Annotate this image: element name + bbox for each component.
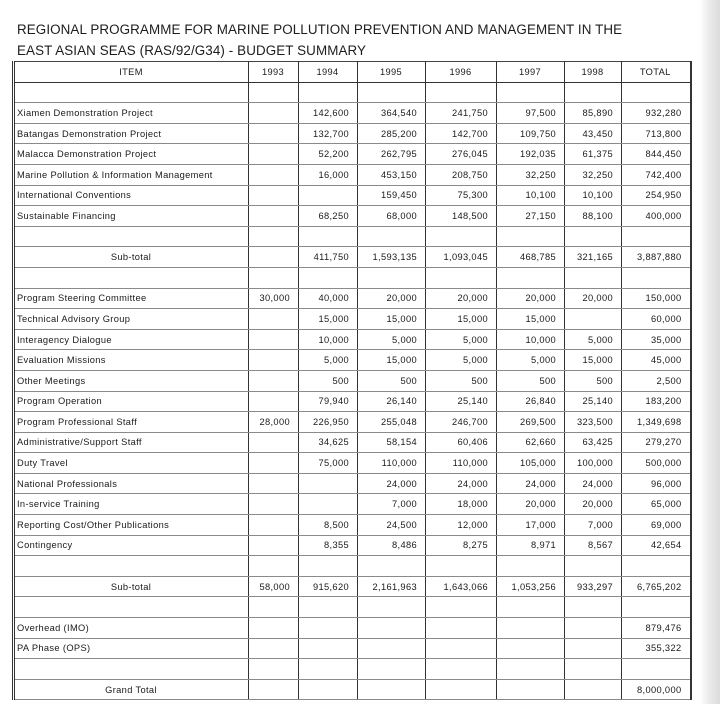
- cell-1997: 62,660: [497, 432, 565, 453]
- cell-1994: [299, 82, 358, 103]
- cell-1996: 15,000: [426, 309, 497, 330]
- cell-1997: 269,500: [497, 412, 565, 433]
- cell-1996: 60,406: [426, 432, 497, 453]
- cell-item: Overhead (IMO): [14, 618, 249, 639]
- cell-total: 150,000: [622, 288, 691, 309]
- cell-1993: [249, 164, 299, 185]
- cell-1998: 7,000: [565, 515, 622, 536]
- cell-1994: [299, 556, 358, 577]
- cell-1998: 61,375: [565, 144, 622, 165]
- cell-1997: 105,000: [497, 453, 565, 474]
- cell-1995: [358, 597, 426, 618]
- cell-total: 844,450: [622, 144, 691, 165]
- cell-1998: 24,000: [565, 473, 622, 494]
- cell-1997: 20,000: [497, 494, 565, 515]
- cell-1997: 20,000: [497, 288, 565, 309]
- cell-1998: 321,165: [565, 247, 622, 268]
- blank-row: [14, 556, 691, 577]
- cell-1993: [249, 123, 299, 144]
- cell-1993: [249, 309, 299, 330]
- cell-1994: 411,750: [299, 247, 358, 268]
- cell-1995: 24,500: [358, 515, 426, 536]
- cell-total: 45,000: [622, 350, 691, 371]
- cell-1998: [565, 309, 622, 330]
- cell-1997: 97,500: [497, 103, 565, 124]
- cell-1993: [249, 226, 299, 247]
- cell-1998: 933,297: [565, 576, 622, 597]
- table-row: [14, 329, 691, 350]
- cell-total: 500,000: [622, 453, 691, 474]
- cell-1995: 26,140: [358, 391, 426, 412]
- table-row: [14, 206, 691, 227]
- cell-1996: 1,643,066: [426, 576, 497, 597]
- cell-1997: [497, 597, 565, 618]
- page-edge-shadow: [700, 0, 720, 704]
- budget-summary-table: [12, 61, 692, 700]
- table-row: [14, 144, 691, 165]
- subtotal-row: [14, 679, 691, 700]
- cell-1996: 25,140: [426, 391, 497, 412]
- cell-total: 6,765,202: [622, 576, 691, 597]
- cell-total: 400,000: [622, 206, 691, 227]
- cell-1994: [299, 679, 358, 700]
- cell-1997: 27,150: [497, 206, 565, 227]
- cell-1994: 8,500: [299, 515, 358, 536]
- cell-1994: 500: [299, 370, 358, 391]
- cell-1997: 8,971: [497, 535, 565, 556]
- cell-1998: 500: [565, 370, 622, 391]
- cell-1996: 5,000: [426, 329, 497, 350]
- cell-item: Technical Advisory Group: [14, 309, 249, 330]
- cell-1996: [426, 679, 497, 700]
- cell-1993: 28,000: [249, 412, 299, 433]
- cell-1994: 52,200: [299, 144, 358, 165]
- cell-1997: 32,250: [497, 164, 565, 185]
- header-1996: 1996: [426, 62, 497, 83]
- cell-1993: [249, 350, 299, 371]
- cell-1995: 453,150: [358, 164, 426, 185]
- cell-1996: 18,000: [426, 494, 497, 515]
- cell-1994: 8,355: [299, 535, 358, 556]
- cell-item: [14, 226, 249, 247]
- cell-1993: [249, 535, 299, 556]
- cell-1998: 43,450: [565, 123, 622, 144]
- cell-total: 3,887,880: [622, 247, 691, 268]
- cell-total: [622, 597, 691, 618]
- cell-1996: [426, 618, 497, 639]
- table-row: [14, 412, 691, 433]
- cell-item: Sustainable Financing: [14, 206, 249, 227]
- cell-item: [14, 267, 249, 288]
- cell-1995: 159,450: [358, 185, 426, 206]
- cell-1995: 15,000: [358, 309, 426, 330]
- cell-1995: 58,154: [358, 432, 426, 453]
- header-1998: 1998: [565, 62, 622, 83]
- table-row: [14, 494, 691, 515]
- cell-1993: [249, 185, 299, 206]
- cell-1993: [249, 473, 299, 494]
- cell-1993: [249, 659, 299, 680]
- cell-item: Program Professional Staff: [14, 412, 249, 433]
- blank-row: [14, 597, 691, 618]
- cell-item: Sub-total: [14, 576, 249, 597]
- cell-1996: 24,000: [426, 473, 497, 494]
- cell-1993: [249, 82, 299, 103]
- cell-1993: [249, 494, 299, 515]
- cell-1998: [565, 638, 622, 659]
- cell-total: 355,322: [622, 638, 691, 659]
- cell-1993: [249, 144, 299, 165]
- cell-1994: [299, 185, 358, 206]
- cell-1998: [565, 679, 622, 700]
- cell-item: Xiamen Demonstration Project: [14, 103, 249, 124]
- subtotal-row: [14, 576, 691, 597]
- cell-1994: [299, 267, 358, 288]
- header-1997: 1997: [497, 62, 565, 83]
- table-row: [14, 535, 691, 556]
- cell-1995: [358, 659, 426, 680]
- cell-1998: 32,250: [565, 164, 622, 185]
- cell-1997: 24,000: [497, 473, 565, 494]
- cell-1994: 915,620: [299, 576, 358, 597]
- cell-item: Marine Pollution & Information Management: [14, 164, 249, 185]
- cell-1994: 68,250: [299, 206, 358, 227]
- cell-total: 69,000: [622, 515, 691, 536]
- cell-1993: [249, 370, 299, 391]
- cell-1993: [249, 432, 299, 453]
- table-row: [14, 432, 691, 453]
- document-title: [17, 20, 707, 61]
- cell-1995: 2,161,963: [358, 576, 426, 597]
- cell-total: 96,000: [622, 473, 691, 494]
- cell-item: International Conventions: [14, 185, 249, 206]
- cell-total: 932,280: [622, 103, 691, 124]
- cell-1997: 468,785: [497, 247, 565, 268]
- header-item: ITEM: [14, 62, 249, 83]
- cell-1993: [249, 206, 299, 227]
- cell-1995: 364,540: [358, 103, 426, 124]
- cell-1995: 110,000: [358, 453, 426, 474]
- cell-1995: [358, 226, 426, 247]
- cell-total: 42,654: [622, 535, 691, 556]
- cell-1994: [299, 659, 358, 680]
- cell-1996: [426, 226, 497, 247]
- cell-item: In-service Training: [14, 494, 249, 515]
- cell-1996: 208,750: [426, 164, 497, 185]
- cell-item: Reporting Cost/Other Publications: [14, 515, 249, 536]
- cell-1997: 10,000: [497, 329, 565, 350]
- cell-item: Program Operation: [14, 391, 249, 412]
- cell-1997: 15,000: [497, 309, 565, 330]
- cell-total: 8,000,000: [622, 679, 691, 700]
- table-row: [14, 453, 691, 474]
- table-row: [14, 618, 691, 639]
- cell-1998: 85,890: [565, 103, 622, 124]
- cell-1997: [497, 679, 565, 700]
- cell-1993: [249, 391, 299, 412]
- cell-item: Malacca Demonstration Project: [14, 144, 249, 165]
- cell-1994: 15,000: [299, 309, 358, 330]
- cell-1997: [497, 226, 565, 247]
- cell-1995: 262,795: [358, 144, 426, 165]
- cell-1995: 285,200: [358, 123, 426, 144]
- cell-total: [622, 82, 691, 103]
- table-row: [14, 391, 691, 412]
- cell-1995: [358, 267, 426, 288]
- cell-total: [622, 226, 691, 247]
- cell-1993: [249, 679, 299, 700]
- cell-1994: [299, 473, 358, 494]
- cell-item: [14, 82, 249, 103]
- cell-1997: [497, 638, 565, 659]
- table-row: [14, 515, 691, 536]
- cell-total: 713,800: [622, 123, 691, 144]
- cell-item: [14, 597, 249, 618]
- table-row: [14, 638, 691, 659]
- cell-1997: 192,035: [497, 144, 565, 165]
- cell-1998: 10,100: [565, 185, 622, 206]
- cell-1995: [358, 638, 426, 659]
- header-total: TOTAL: [622, 62, 691, 83]
- subtotal-row: [14, 247, 691, 268]
- cell-1996: [426, 597, 497, 618]
- cell-1996: 500: [426, 370, 497, 391]
- table-row: [14, 164, 691, 185]
- cell-1993: [249, 556, 299, 577]
- cell-1996: 276,045: [426, 144, 497, 165]
- cell-total: 60,000: [622, 309, 691, 330]
- cell-1997: 500: [497, 370, 565, 391]
- cell-item: National Professionals: [14, 473, 249, 494]
- cell-total: 183,200: [622, 391, 691, 412]
- cell-total: [622, 267, 691, 288]
- cell-1998: [565, 556, 622, 577]
- cell-item: [14, 556, 249, 577]
- cell-1998: [565, 226, 622, 247]
- cell-1997: 26,840: [497, 391, 565, 412]
- cell-1997: 5,000: [497, 350, 565, 371]
- cell-total: [622, 659, 691, 680]
- cell-1995: [358, 618, 426, 639]
- table-body: [14, 82, 691, 700]
- cell-1994: 142,600: [299, 103, 358, 124]
- blank-row: [14, 659, 691, 680]
- cell-item: PA Phase (OPS): [14, 638, 249, 659]
- cell-1994: 40,000: [299, 288, 358, 309]
- cell-1998: 5,000: [565, 329, 622, 350]
- cell-1995: [358, 556, 426, 577]
- cell-1997: 1,053,256: [497, 576, 565, 597]
- cell-1994: [299, 638, 358, 659]
- cell-1997: [497, 618, 565, 639]
- cell-1995: 255,048: [358, 412, 426, 433]
- cell-1995: [358, 679, 426, 700]
- title-line-2: EAST ASIAN SEAS (RAS/92/G34) - BUDGET SUMMARY: [17, 42, 367, 58]
- cell-1998: 8,567: [565, 535, 622, 556]
- cell-total: 1,349,698: [622, 412, 691, 433]
- cell-1996: [426, 659, 497, 680]
- cell-1994: [299, 618, 358, 639]
- cell-item: Evaluation Missions: [14, 350, 249, 371]
- cell-1995: 24,000: [358, 473, 426, 494]
- cell-1995: 1,593,135: [358, 247, 426, 268]
- cell-1994: [299, 597, 358, 618]
- header-1994: 1994: [299, 62, 358, 83]
- cell-1995: 68,000: [358, 206, 426, 227]
- blank-row: [14, 226, 691, 247]
- cell-1997: 17,000: [497, 515, 565, 536]
- cell-1996: 246,700: [426, 412, 497, 433]
- cell-1997: [497, 659, 565, 680]
- cell-total: 35,000: [622, 329, 691, 350]
- cell-1996: 75,300: [426, 185, 497, 206]
- table-row: [14, 123, 691, 144]
- blank-row: [14, 267, 691, 288]
- cell-1998: 100,000: [565, 453, 622, 474]
- table-row: [14, 370, 691, 391]
- table-header-row: [14, 62, 691, 83]
- table-row: [14, 288, 691, 309]
- cell-item: Duty Travel: [14, 453, 249, 474]
- table-row: [14, 350, 691, 371]
- cell-1993: [249, 247, 299, 268]
- cell-item: Batangas Demonstration Project: [14, 123, 249, 144]
- cell-1994: 5,000: [299, 350, 358, 371]
- cell-1993: [249, 638, 299, 659]
- cell-1996: 110,000: [426, 453, 497, 474]
- cell-1996: 8,275: [426, 535, 497, 556]
- cell-total: [622, 556, 691, 577]
- cell-1996: [426, 638, 497, 659]
- cell-1996: 148,500: [426, 206, 497, 227]
- cell-total: 879,476: [622, 618, 691, 639]
- cell-1995: 20,000: [358, 288, 426, 309]
- header-1993: 1993: [249, 62, 299, 83]
- cell-1994: 34,625: [299, 432, 358, 453]
- cell-1994: 75,000: [299, 453, 358, 474]
- cell-1997: [497, 267, 565, 288]
- cell-1993: [249, 267, 299, 288]
- blank-row: [14, 82, 691, 103]
- cell-1996: 12,000: [426, 515, 497, 536]
- cell-1993: [249, 103, 299, 124]
- cell-item: Contingency: [14, 535, 249, 556]
- cell-1996: 20,000: [426, 288, 497, 309]
- cell-item: [14, 659, 249, 680]
- cell-1996: 5,000: [426, 350, 497, 371]
- cell-1994: 226,950: [299, 412, 358, 433]
- cell-1997: 109,750: [497, 123, 565, 144]
- cell-1993: [249, 329, 299, 350]
- cell-1998: 88,100: [565, 206, 622, 227]
- cell-1993: [249, 515, 299, 536]
- cell-1993: [249, 453, 299, 474]
- cell-item: Grand Total: [14, 679, 249, 700]
- cell-1994: 10,000: [299, 329, 358, 350]
- cell-1998: [565, 82, 622, 103]
- title-line-1: REGIONAL PROGRAMME FOR MARINE POLLUTION PREVENTION AND MANAGEMENT IN THE: [17, 22, 623, 37]
- cell-1998: 63,425: [565, 432, 622, 453]
- cell-1995: 7,000: [358, 494, 426, 515]
- cell-1996: 241,750: [426, 103, 497, 124]
- cell-1995: 5,000: [358, 329, 426, 350]
- table-row: [14, 309, 691, 330]
- cell-1998: [565, 267, 622, 288]
- cell-1998: [565, 597, 622, 618]
- cell-total: 254,950: [622, 185, 691, 206]
- cell-item: Program Steering Committee: [14, 288, 249, 309]
- cell-1996: 142,700: [426, 123, 497, 144]
- cell-1998: 20,000: [565, 288, 622, 309]
- cell-total: 65,000: [622, 494, 691, 515]
- table-row: [14, 185, 691, 206]
- cell-1993: [249, 618, 299, 639]
- cell-1993: [249, 597, 299, 618]
- cell-1994: 16,000: [299, 164, 358, 185]
- cell-1995: 15,000: [358, 350, 426, 371]
- cell-1996: [426, 556, 497, 577]
- cell-total: 279,270: [622, 432, 691, 453]
- cell-1994: 79,940: [299, 391, 358, 412]
- cell-1998: 15,000: [565, 350, 622, 371]
- cell-1995: 8,486: [358, 535, 426, 556]
- cell-1997: 10,100: [497, 185, 565, 206]
- cell-1993: 58,000: [249, 576, 299, 597]
- cell-1995: 500: [358, 370, 426, 391]
- header-1995: 1995: [358, 62, 426, 83]
- cell-1996: [426, 267, 497, 288]
- cell-1998: 323,500: [565, 412, 622, 433]
- cell-total: 2,500: [622, 370, 691, 391]
- cell-item: Administrative/Support Staff: [14, 432, 249, 453]
- cell-item: Other Meetings: [14, 370, 249, 391]
- cell-1996: [426, 82, 497, 103]
- cell-1995: [358, 82, 426, 103]
- cell-1998: [565, 659, 622, 680]
- cell-1997: [497, 556, 565, 577]
- cell-1998: [565, 618, 622, 639]
- cell-1998: 20,000: [565, 494, 622, 515]
- cell-total: 742,400: [622, 164, 691, 185]
- cell-1997: [497, 82, 565, 103]
- cell-1996: 1,093,045: [426, 247, 497, 268]
- cell-1994: [299, 494, 358, 515]
- table-row: [14, 473, 691, 494]
- cell-1998: 25,140: [565, 391, 622, 412]
- cell-item: Interagency Dialogue: [14, 329, 249, 350]
- cell-1993: 30,000: [249, 288, 299, 309]
- table-row: [14, 103, 691, 124]
- cell-1994: [299, 226, 358, 247]
- cell-1994: 132,700: [299, 123, 358, 144]
- cell-item: Sub-total: [14, 247, 249, 268]
